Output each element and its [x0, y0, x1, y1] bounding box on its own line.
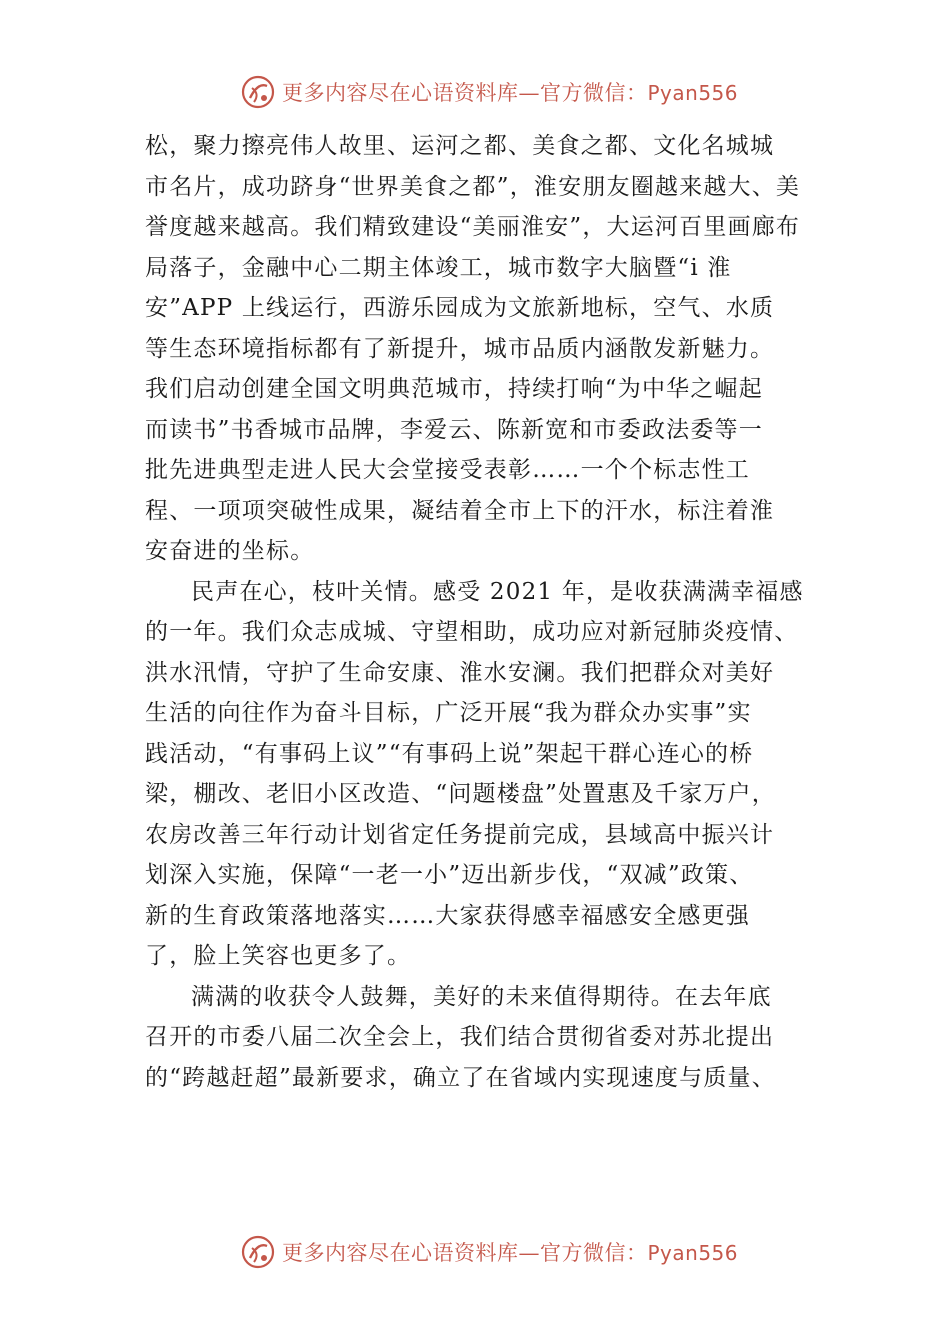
banner-text: [282, 77, 738, 107]
footer-banner: [0, 1232, 950, 1272]
text-line: 程、一项项突破性成果，凝结着全市上下的汗水，标注着淮: [145, 497, 775, 524]
text-line: 的一年。我们众志成城、守望相助，成功应对新冠肺炎疫情、: [145, 619, 799, 645]
document-body: [145, 126, 835, 1098]
text-line: 洪水汛情，守护了生命安康、淮水安澜。我们把群众对美好: [145, 659, 775, 686]
banner-separator: —: [518, 81, 540, 105]
text-line: 我们启动创建全国文明典范城市，持续打响“为中华之崛起: [145, 376, 763, 402]
text-line: 了，脸上笑容也更多了。: [145, 943, 412, 969]
text-line: 批先进典型走进人民大会堂接受表彰……一个个标志性工: [145, 457, 750, 483]
text-line: 的“跨越赶超”最新要求，确立了在省域内实现速度与质量、: [145, 1064, 776, 1091]
text-line: 满满的收获令人鼓舞，美好的未来值得期待。在去年底: [191, 983, 772, 1010]
banner-separator: —: [518, 1241, 540, 1265]
banner-title: 更多内容尽在心语资料库: [282, 81, 519, 105]
banner-wechat-id: Pyan556: [647, 81, 739, 105]
text-line: 而读书”书香城市品牌，李爱云、陈新宽和市委政法委等一: [145, 416, 763, 443]
text-line: 新的生育政策落地落实……大家获得感幸福感安全感更强: [145, 902, 750, 929]
text-line: 等生态环境指标都有了新提升，城市品质内涵散发新魅力。: [145, 335, 775, 362]
brand-logo-icon: [240, 1234, 276, 1270]
header-banner: [0, 72, 950, 112]
banner-title: 更多内容尽在心语资料库: [282, 1241, 519, 1265]
banner-text: [282, 1237, 738, 1267]
banner-wechat-label: 官方微信：: [540, 81, 648, 105]
text-line: 安奋进的坐标。: [145, 538, 315, 564]
text-line: 局落子，金融中心二期主体竣工，城市数字大脑暨“i 淮: [145, 254, 732, 281]
banner-wechat-label: 官方微信：: [540, 1241, 648, 1265]
text-line: 松，聚力擦亮伟人故里、运河之都、美食之都、文化名城城: [145, 133, 775, 159]
text-line: 划深入实施，保障“一老一小”迈出新步伐，“双减”政策、: [145, 862, 754, 888]
text-line: 践活动，“有事码上议”“有事码上说”架起干群心连心的桥: [145, 740, 754, 767]
text-line: 市名片，成功跻身“世界美食之都”，淮安朋友圈越来越大、美: [145, 173, 801, 200]
banner-wechat-id: Pyan556: [647, 1241, 739, 1265]
text-line: 农房改善三年行动计划省定任务提前完成，县域高中振兴计: [145, 821, 775, 848]
brand-logo-icon: [240, 74, 276, 110]
text-line: 梁，棚改、老旧小区改造、“问题楼盘”处置惠及千家万户，: [145, 781, 776, 807]
text-line: 安”APP 上线运行，西游乐园成为文旅新地标，空气、水质: [145, 295, 775, 321]
text-line: 召开的市委八届二次全会上，我们结合贯彻省委对苏北提出: [145, 1024, 775, 1050]
text-line: 誉度越来越高。我们精致建设“美丽淮安”，大运河百里画廊布: [145, 214, 801, 240]
text-line: 民声在心，枝叶关情。感受 2021 年，是收获满满幸福感: [191, 578, 804, 605]
text-line: 生活的向往作为奋斗目标，广泛开展“我为群众办实事”实: [145, 700, 752, 726]
